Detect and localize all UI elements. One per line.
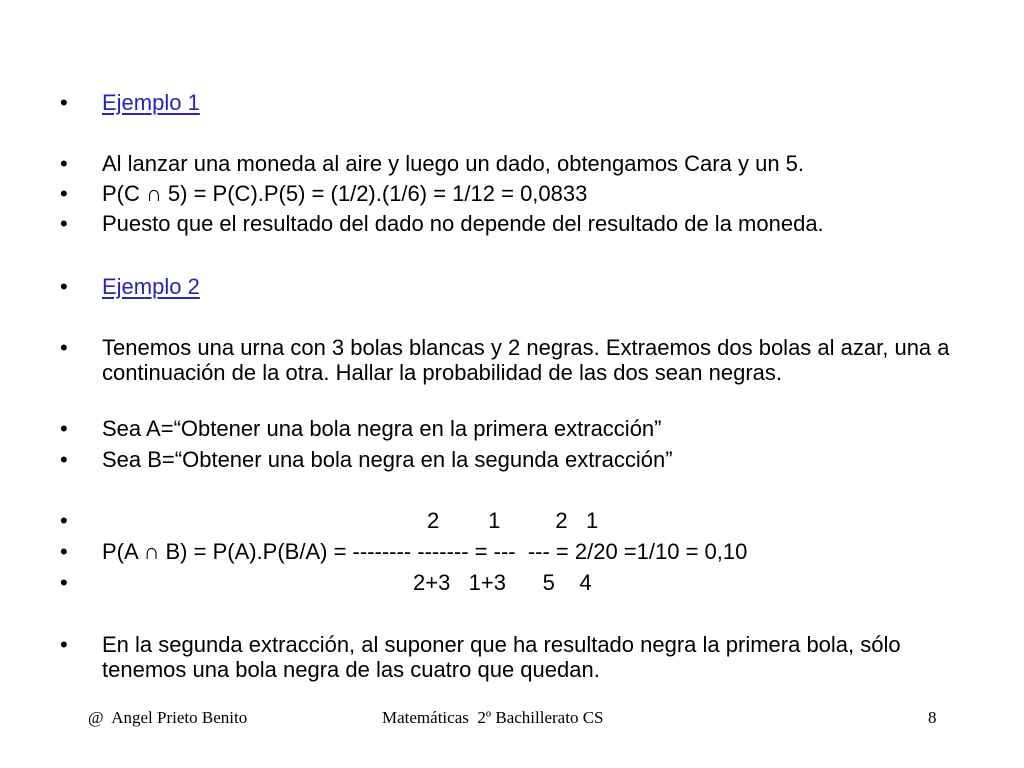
bullet: •	[60, 90, 68, 115]
example1-heading[interactable]: Ejemplo 1	[102, 90, 200, 115]
bullet: •	[60, 416, 68, 441]
bullet: •	[60, 181, 68, 206]
footer-course: Matemáticas 2º Bachillerato CS	[382, 708, 604, 727]
bullet: •	[60, 274, 68, 299]
example2-heading[interactable]: Ejemplo 2	[102, 274, 200, 299]
fraction-numerators: 2 1 2 1	[427, 508, 599, 533]
event-a: Sea A=“Obtener una bola negra en la primera extracción”	[102, 416, 662, 441]
probability-formula: P(A ∩ B) = P(A).P(B/A) = -------- ------- = --- --- = 2/20 =1/10 = 0,10	[102, 539, 748, 564]
bullet: •	[60, 570, 68, 595]
bullet: •	[60, 447, 68, 472]
conclusion: En la segunda extracción, al suponer que ha resultado negra la primera bola, sólo tenemos una bola negra de las cuatro que quedan.	[102, 632, 901, 682]
footer-page-number: 8	[928, 708, 937, 727]
event-b: Sea B=“Obtener una bola negra en la segunda extracción”	[102, 447, 673, 472]
example2-statement: Tenemos una urna con 3 bolas blancas y 2 negras. Extraemos dos bolas al azar, una a continuación de la otra. Hallar la probabilidad de las dos sean negras.	[102, 335, 950, 385]
bullet: •	[60, 539, 68, 564]
example1-line1: Al lanzar una moneda al aire y luego un dado, obtengamos Cara y un 5.	[102, 151, 805, 176]
bullet: •	[60, 335, 68, 360]
bullet: •	[60, 632, 68, 657]
example1-line3: Puesto que el resultado del dado no depende del resultado de la moneda.	[102, 211, 824, 236]
footer-author: @ Angel Prieto Benito	[88, 708, 248, 727]
bullet: •	[60, 211, 68, 236]
bullet: •	[60, 508, 68, 533]
bullet: •	[60, 151, 68, 176]
fraction-denominators: 2+3 1+3 5 4	[413, 570, 592, 595]
example1-line2: P(C ∩ 5) = P(C).P(5) = (1/2).(1/6) = 1/12 = 0,0833	[102, 181, 588, 206]
